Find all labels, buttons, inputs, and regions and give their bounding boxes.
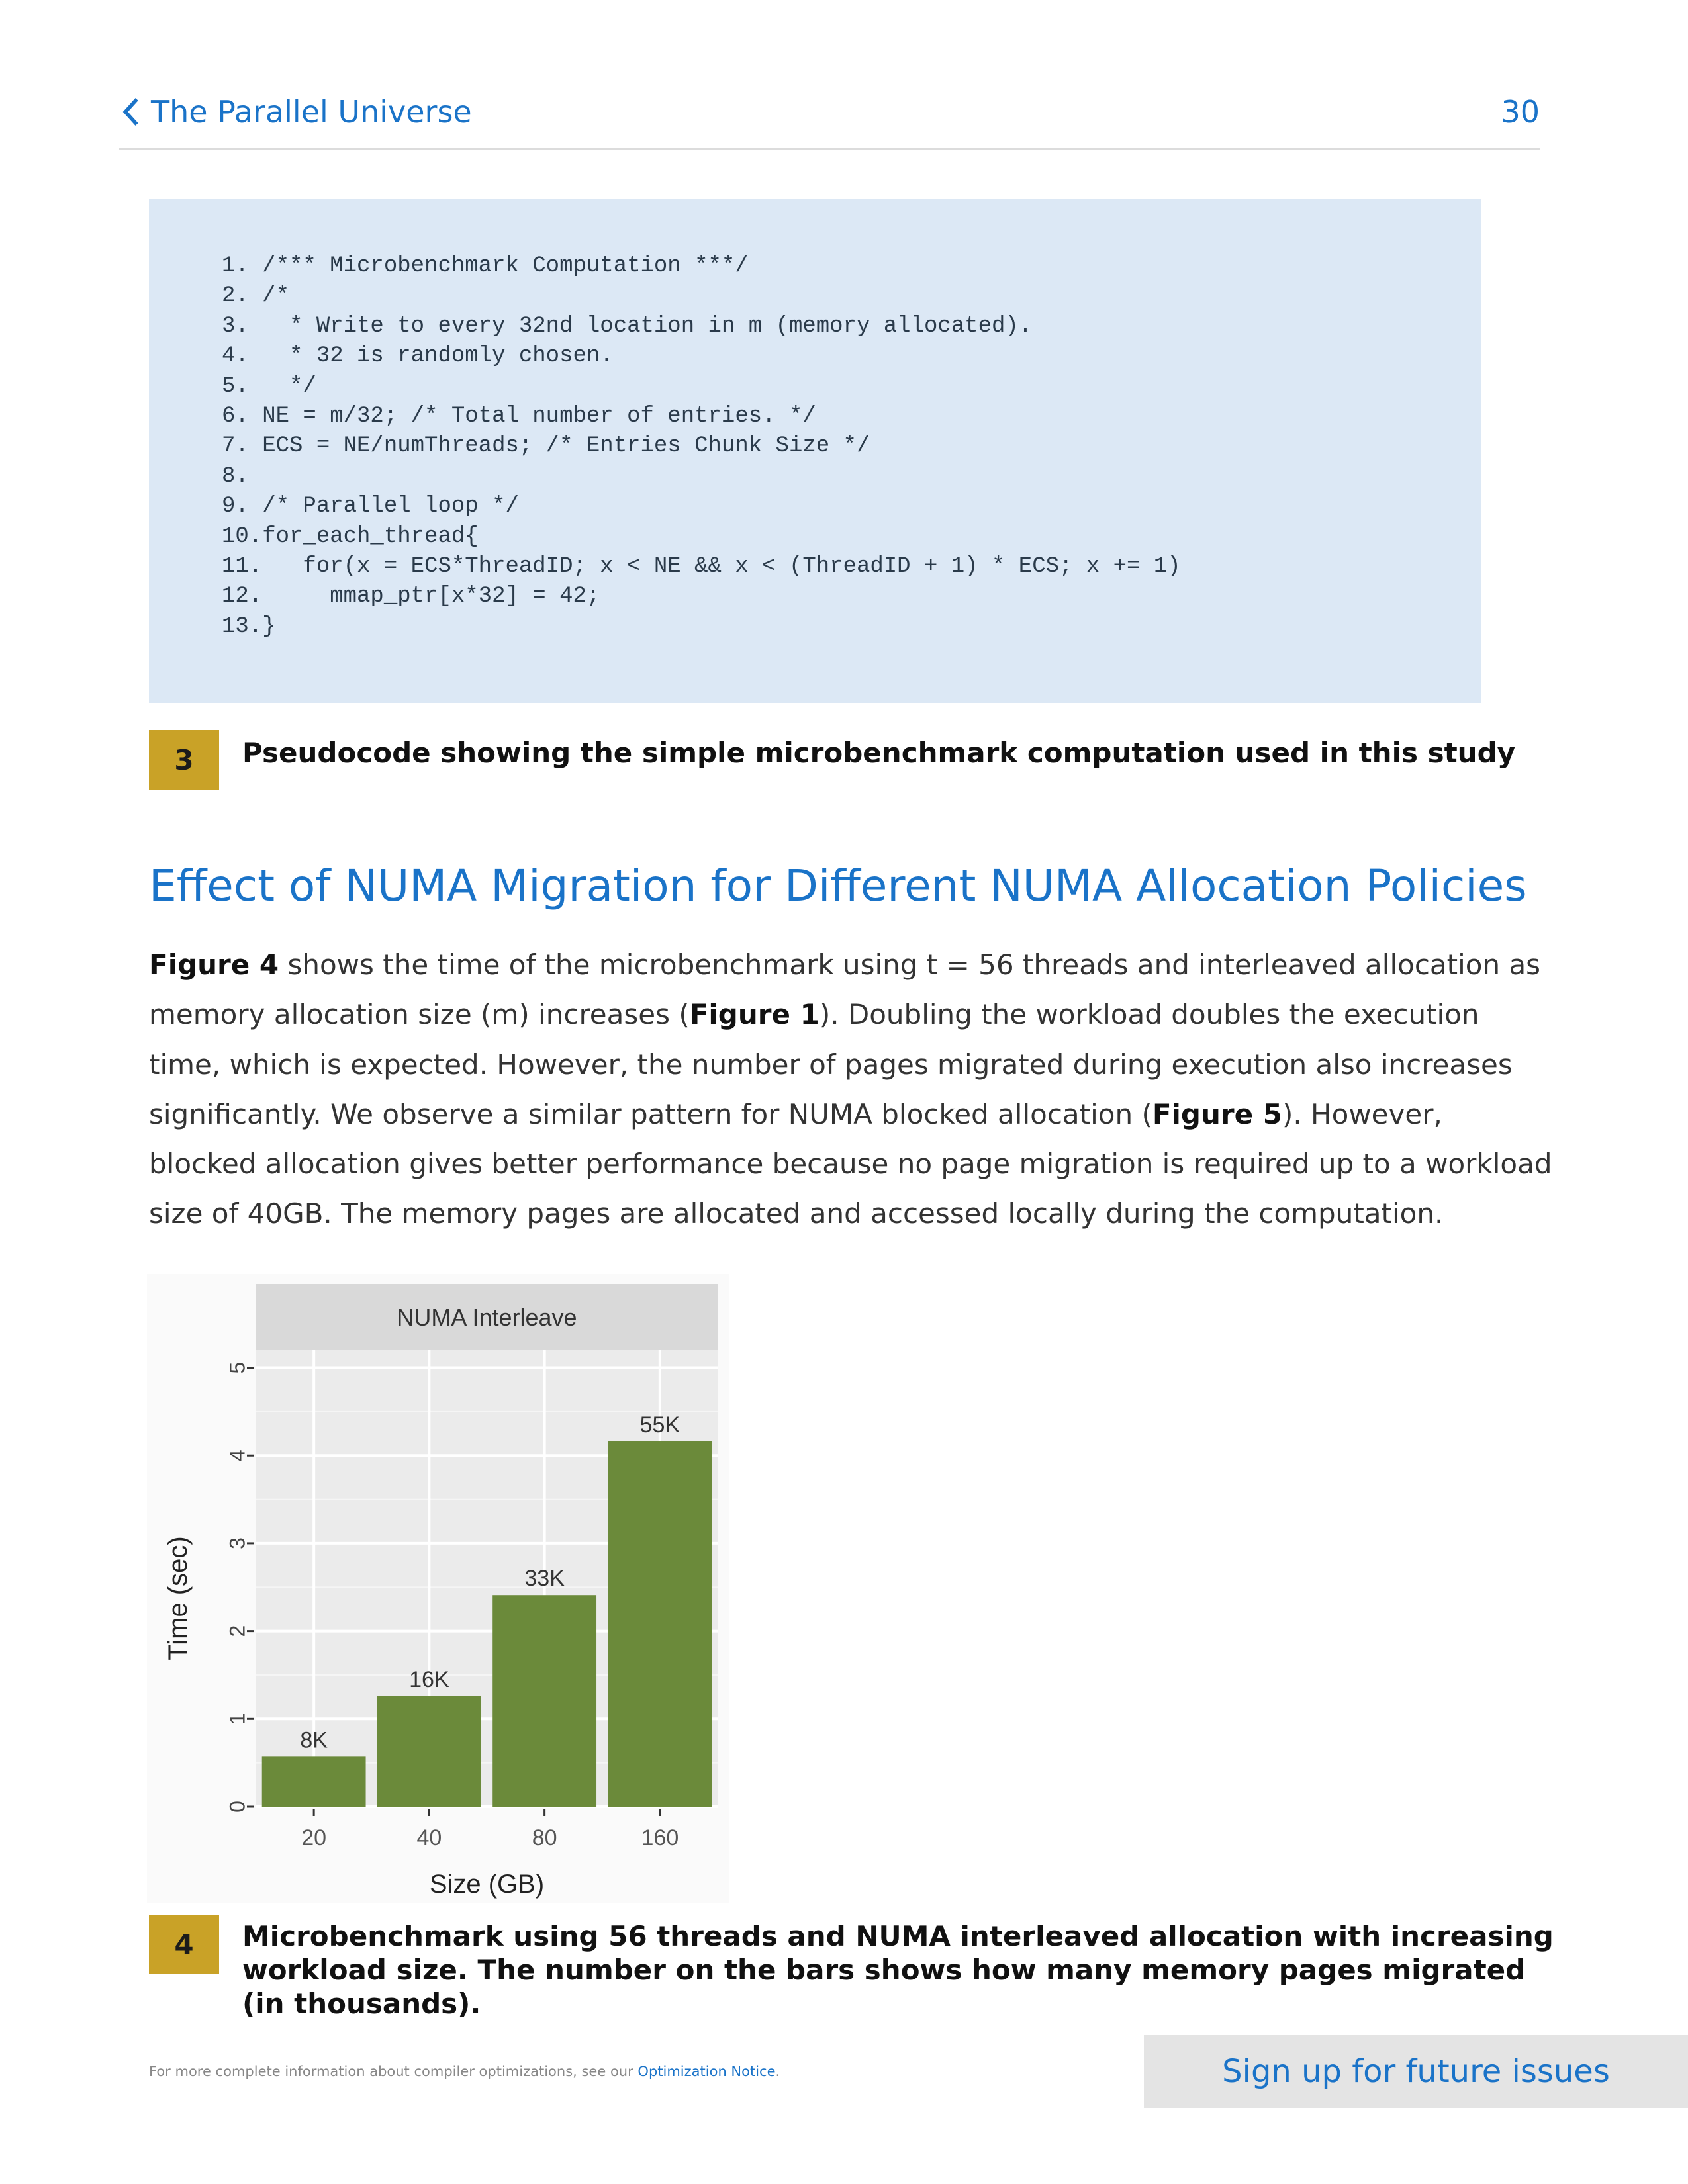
caption-line: (in thousands). [242,1987,481,2020]
y-axis-title: Time (sec) [164,1536,193,1661]
x-tick-label: 20 [301,1825,327,1850]
figure-reference[interactable]: Figure 4 [149,948,279,981]
signup-button[interactable]: Sign up for future issues [1144,2035,1688,2108]
code-line: 9. /* Parallel loop */ [222,494,519,520]
x-axis-title: Size (GB) [429,1870,545,1899]
x-tick-label: 160 [641,1825,679,1850]
pseudocode-block [222,251,1181,642]
code-line: 8. [222,463,249,489]
y-tick-label: 1 [225,1713,250,1725]
code-line: 4. * 32 is randomly chosen. [222,343,614,369]
code-line: 10.for_each_thread{ [222,523,479,549]
back-link[interactable] [119,94,472,130]
bar-label: 16K [409,1666,449,1692]
figure-number-badge: 3 [149,730,219,790]
footnote-text: For more complete information about compiler optimizations, see our [149,2064,638,2079]
code-line: 11. for(x = ECS*ThreadID; x < NE && x < (ThreadID + 1) * ECS; x += 1) [222,554,1181,580]
caption-line: Microbenchmark using 56 threads and NUMA interleaved allocation with increasing [242,1920,1554,1952]
code-line: 7. ECS = NE/numThreads; /* Entries Chunk Size */ [222,433,870,459]
chevron-left-icon [119,95,144,128]
bar [262,1756,366,1807]
figure-reference[interactable]: Figure 5 [1152,1097,1282,1130]
code-line: 6. NE = m/32; /* Total number of entries. */ [222,404,816,430]
body-text: ). However, blocked allocation gives better performance because no page migration is required up to a workload size of 40GB. The memory pages are allocated and accessed locally during the computation. [149,1097,1552,1230]
publication-title[interactable]: The Parallel Universe [151,94,472,130]
page-header [119,93,1540,150]
code-line: 13.} [222,614,276,639]
section-heading: Effect of NUMA Migration for Different NUMA Allocation Policies [149,860,1527,911]
code-line: 12. mmap_ptr[x*32] = 42; [222,584,600,610]
y-tick-label: 5 [225,1361,250,1374]
y-tick-label: 2 [225,1625,250,1637]
y-tick-label: 3 [225,1537,250,1549]
code-figure [149,199,1481,703]
optimization-notice-link[interactable]: Optimization Notice [637,2064,776,2079]
bar-label: 55K [639,1412,680,1437]
body-text: ). Doubling the workload doubles the execution time, which is expected. However, the number of pages migrated during execution also increases significantly. We observe a similar pattern for NUMA blocked allocation ( [149,998,1513,1130]
bar [377,1696,481,1807]
y-tick-label: 0 [225,1801,250,1813]
y-tick-label: 4 [225,1449,250,1462]
footnote-end: . [775,2064,780,2079]
figure-reference[interactable]: Figure 1 [689,998,820,1031]
code-line: 3. * Write to every 32nd location in m (memory allocated). [222,313,1033,339]
figure-caption: Pseudocode showing the simple microbenchmark computation used in this study [242,737,1516,769]
bar-label: 8K [300,1727,328,1753]
code-line: 1. /*** Microbenchmark Computation ***/ [222,253,749,279]
bar [492,1595,596,1807]
body-paragraph [149,940,1552,1239]
page-number: 30 [1501,94,1540,130]
code-line: 2. /* [222,283,290,309]
chart-title: NUMA Interleave [397,1304,577,1331]
body-text: shows the time of the microbenchmark using t = 56 threads and interleaved allocation as memory allocation size (m) increases ( [149,948,1541,1031]
x-tick-label: 40 [416,1825,442,1850]
bar [608,1441,712,1807]
bar-label: 33K [524,1566,565,1592]
figure-number-badge: 4 [149,1915,219,1974]
x-tick-label: 80 [532,1825,557,1850]
footnote [149,2064,780,2079]
bar-chart [147,1274,729,1903]
caption-line: workload size. The number on the bars shows how many memory pages migrated [242,1954,1526,1986]
code-line: 5. */ [222,373,316,399]
chart-svg [147,1274,729,1903]
figure-caption [242,1919,1554,2021]
